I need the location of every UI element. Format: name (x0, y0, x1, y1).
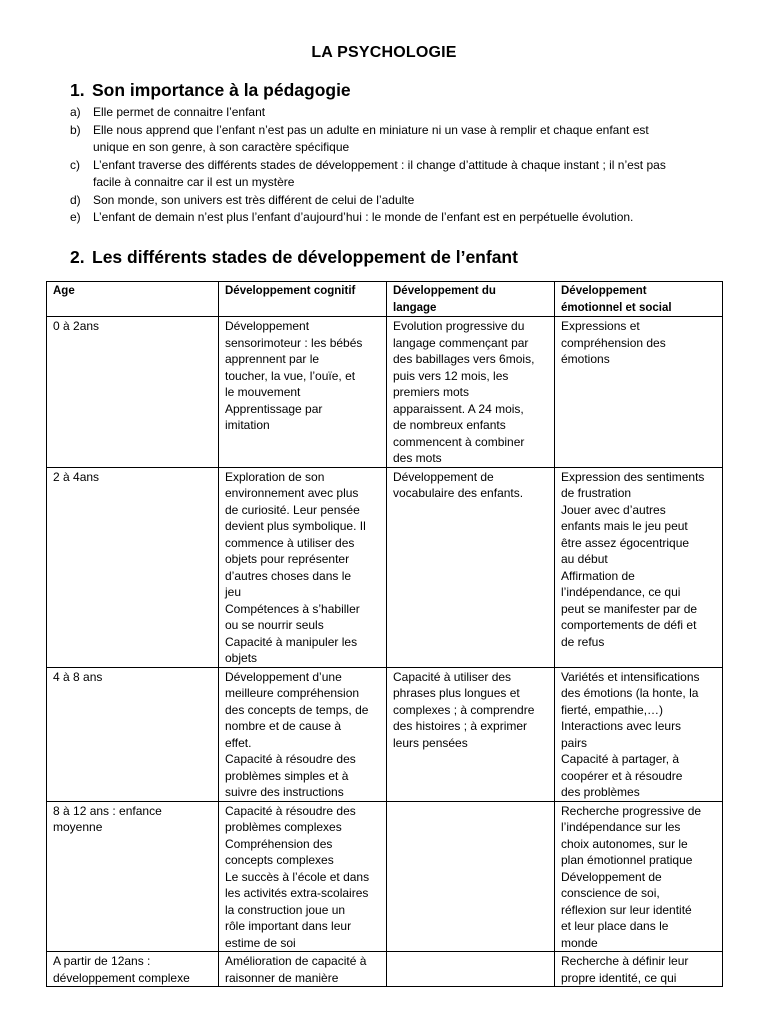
document-title: LA PSYCHOLOGIE (311, 44, 457, 61)
cell-line: imitation (225, 418, 270, 432)
cell-line: environnement avec plus (225, 486, 359, 500)
cell-line: ou se nourrir seuls (225, 618, 324, 632)
cell-line: raisonner de manière (225, 970, 339, 985)
header-emotional-social (555, 282, 723, 317)
list-item-text: Elle nous apprend que l’enfant n’est pas un adulte en miniature ni un vase à remplir et chaque enfant est (93, 122, 649, 137)
header-line: Développement cognitif (225, 285, 356, 297)
cell-line: rôle important dans leur (225, 919, 352, 933)
list-item-text: facile à connaitre car il est un mystère (93, 175, 295, 189)
cell-line: Expressions et (561, 319, 640, 333)
cell-line: des concepts de temps, de (225, 702, 369, 717)
cell-line: d’autres choses dans le (225, 568, 352, 583)
cell-line: suivre des instructions (225, 785, 344, 799)
cell-line: des problèmes (561, 785, 640, 799)
table-cell (47, 952, 219, 987)
cell-line: enfants mais le jeu peut (561, 519, 688, 533)
cell-line: Variétés et intensifications (561, 669, 700, 684)
cell-line: au début (561, 552, 608, 566)
cell-line: fierté, empathie,…) (561, 702, 664, 717)
cell-line: Amélioration de capacité à (225, 954, 367, 968)
table-cell (555, 952, 723, 987)
cell-line: problèmes complexes (225, 820, 342, 834)
cell-line: plan émotionnel pratique (561, 853, 693, 867)
cell-line: A partir de 12ans : (53, 954, 151, 968)
cell-line: émotions (561, 352, 610, 366)
cell-line: complexes ; à comprendre (393, 702, 535, 717)
cell-line: de nombreux enfants (393, 418, 506, 432)
cell-line: monde (561, 935, 598, 950)
cell-line: Développement de (561, 869, 662, 884)
table-cell (555, 467, 723, 667)
cell-line: des mots (393, 451, 442, 465)
cell-line: développement complexe (53, 970, 190, 985)
cell-line: Développement de (393, 469, 494, 484)
cell-line: sensorimoteur : les bébés (225, 335, 363, 350)
cell-line: des histoires ; à exprimer (393, 719, 528, 733)
cell-line: objets pour représenter (225, 552, 350, 566)
cell-line: commencent à combiner (393, 434, 525, 449)
cell-line: Recherche à définir leur (561, 954, 689, 968)
cell-line: phrases plus longues et (393, 686, 520, 700)
cell-line: Développement (225, 319, 310, 333)
list-item-text: Elle permet de connaitre l’enfant (93, 105, 266, 119)
cell-line: meilleure compréhension (225, 686, 360, 700)
cell-line: Capacité à utiliser des (393, 669, 512, 684)
list-item (70, 157, 730, 192)
cell-line: Développement d’une (225, 669, 342, 684)
cell-line: Capacité à résoudre des (225, 752, 356, 766)
cell-line: 8 à 12 ans : enfance (53, 803, 162, 818)
cell-line: premiers mots (393, 385, 470, 399)
cell-line: Compréhension des (225, 836, 333, 851)
cell-line: l’indépendance, ce qui (561, 585, 681, 599)
section-2-heading (70, 247, 518, 268)
cell-line: Interactions avec leurs (561, 719, 682, 733)
cell-line: Affirmation de (561, 568, 635, 583)
cell-line: conscience de soi, (561, 886, 660, 900)
cell-line: réflexion sur leur identité (561, 902, 692, 917)
table-cell (219, 952, 387, 987)
header-cognitive (219, 282, 387, 317)
table-cell (555, 667, 723, 801)
cell-line: Capacité à résoudre des (225, 803, 356, 818)
cell-line: effet. (225, 735, 252, 750)
cell-line: Recherche progressive de (561, 803, 702, 818)
header-language (387, 282, 555, 317)
cell-line: vocabulaire des enfants. (393, 486, 524, 500)
cell-line: toucher, la vue, l’ouïe, et (225, 368, 356, 383)
table-row (47, 317, 723, 468)
cell-line: de refus (561, 634, 605, 649)
list-item (70, 192, 730, 210)
table-cell (219, 317, 387, 468)
cell-line: devient plus symbolique. Il (225, 519, 366, 533)
cell-line: Exploration de son (225, 469, 325, 484)
cell-line: propre identité, ce qui (561, 970, 677, 985)
cell-line: coopérer et à résoudre (561, 768, 683, 783)
list-item-text: unique en son genre, à son caractère spécifique (93, 140, 350, 154)
header-line: Développement du (393, 285, 496, 297)
cell-line: objets (225, 651, 258, 665)
cell-line: des émotions (la honte, la (561, 686, 699, 700)
list-item (70, 209, 730, 227)
table-header-row (47, 282, 723, 317)
cell-line: estime de soi (225, 935, 296, 950)
cell-line: Capacité à partager, à (561, 752, 680, 766)
table-cell (47, 317, 219, 468)
list-marker: e) (70, 210, 81, 224)
development-stages-table (46, 281, 723, 987)
table-cell (387, 952, 555, 987)
cell-line: pairs (561, 735, 588, 750)
cell-line: compréhension des (561, 335, 666, 350)
cell-line: de curiosité. Leur pensée (225, 502, 360, 517)
header-line: Développement (561, 285, 647, 297)
table-cell (219, 667, 387, 801)
table-cell (387, 801, 555, 952)
cell-line: Expression des sentiments (561, 469, 705, 484)
table-cell (555, 317, 723, 468)
section-2-number: 2. (70, 247, 85, 267)
cell-line: comportements de défi et (561, 618, 697, 632)
cell-line: l’indépendance sur les (561, 820, 681, 834)
table-row (47, 801, 723, 952)
cell-line: leurs pensées (393, 735, 468, 750)
cell-line: Compétences à s’habiller (225, 601, 360, 616)
list-item-text: L’enfant traverse des différents stades de développement : il change d’attitude à chaque instant ; il n’est pas (93, 157, 666, 172)
cell-line: moyenne (53, 820, 103, 834)
cell-line: 4 à 8 ans (53, 669, 103, 684)
cell-line: nombre et de cause à (225, 719, 342, 733)
list-marker: c) (70, 157, 80, 172)
cell-line: puis vers 12 mois, les (393, 368, 509, 383)
table-cell (555, 801, 723, 952)
cell-line: Jouer avec d’autres (561, 502, 666, 517)
cell-line: le mouvement (225, 385, 301, 399)
list-item (70, 122, 730, 157)
header-line: Age (53, 285, 75, 297)
section-1-heading-text: Son importance à la pédagogie (92, 80, 351, 100)
table-cell (47, 467, 219, 667)
cell-line: 2 à 4ans (53, 469, 100, 484)
list-item-text: Son monde, son univers est très différent de celui de l’adulte (93, 192, 415, 207)
table-cell (387, 667, 555, 801)
cell-line: les activités extra-scolaires (225, 886, 369, 900)
cell-line: Le succès à l’école et dans (225, 869, 370, 884)
table-row (47, 667, 723, 801)
list-marker: d) (70, 192, 81, 207)
cell-line: choix autonomes, sur le (561, 836, 688, 851)
list-marker: b) (70, 122, 81, 137)
cell-line: langage commençant par (393, 335, 529, 350)
table-row (47, 952, 723, 987)
section-2-heading-text: Les différents stades de développement de l’enfant (92, 247, 518, 267)
table-cell (219, 467, 387, 667)
header-age (47, 282, 219, 317)
list-item (70, 104, 730, 122)
cell-line: commence à utiliser des (225, 535, 355, 550)
section-1-number: 1. (70, 80, 85, 100)
table-cell (387, 317, 555, 468)
header-line: langage (393, 301, 437, 314)
cell-line: concepts complexes (225, 853, 334, 867)
cell-line: apparaissent. A 24 mois, (393, 401, 524, 416)
table-cell (47, 801, 219, 952)
cell-line: des babillages vers 6mois, (393, 352, 535, 366)
cell-line: problèmes simples et à (225, 768, 349, 783)
cell-line: 0 à 2ans (53, 319, 100, 333)
list-item-text: L’enfant de demain n’est plus l’enfant d’aujourd’hui : le monde de l’enfant est en perpétuelle évolution. (93, 210, 634, 224)
table-cell (219, 801, 387, 952)
importance-list (70, 104, 730, 227)
cell-line: jeu (225, 585, 242, 599)
cell-line: être assez égocentrique (561, 535, 690, 550)
cell-line: de frustration (561, 486, 632, 500)
cell-line: Apprentissage par (225, 401, 323, 416)
cell-line: et leur place dans le (561, 919, 669, 933)
cell-line: apprennent par le (225, 352, 320, 366)
table-row (47, 467, 723, 667)
cell-line: Evolution progressive du (393, 319, 525, 333)
table-cell (387, 467, 555, 667)
cell-line: peut se manifester par de (561, 601, 698, 616)
header-line: émotionnel et social (561, 301, 672, 314)
list-marker: a) (70, 105, 81, 119)
cell-line: la construction joue un (225, 902, 346, 917)
table-cell (47, 667, 219, 801)
section-1-heading (70, 80, 351, 101)
cell-line: Capacité à manipuler les (225, 634, 358, 649)
